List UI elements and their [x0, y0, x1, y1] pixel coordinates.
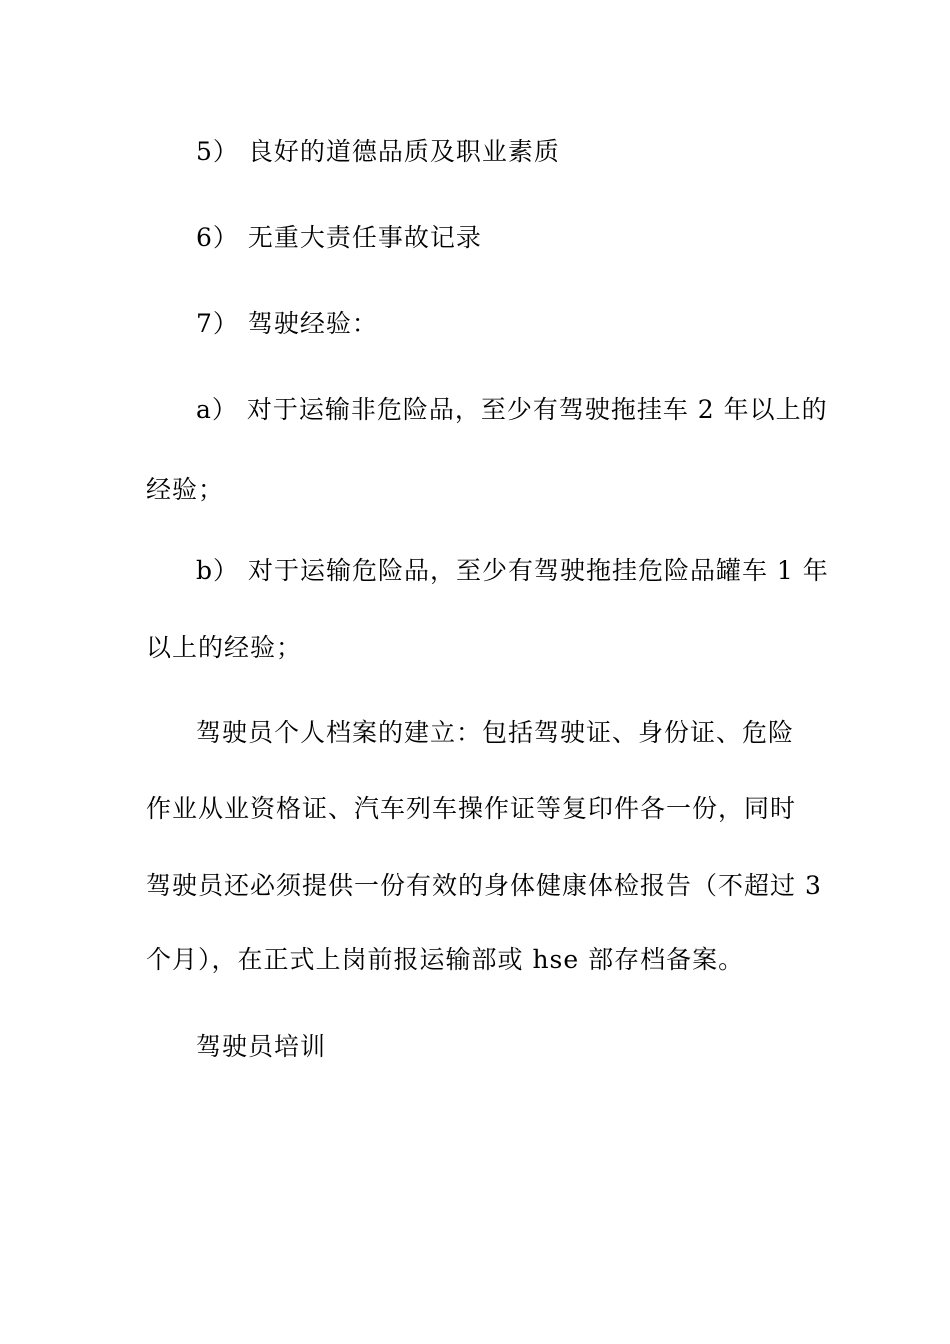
archive-paragraph-line-3: 驾驶员还必须提供一份有效的身体健康体检报告（不超过 3 [146, 871, 822, 900]
item-6: 6） 无重大责任事故记录 [196, 223, 482, 252]
item-a-line-2: 经验； [146, 475, 225, 504]
item-7: 7） 驾驶经验： [196, 309, 378, 338]
item-b-line-1: b） 对于运输危险品，至少有驾驶拖挂危险品罐车 1 年 [196, 556, 829, 585]
item-b-line-2: 以上的经验； [146, 633, 303, 662]
section-heading-training: 驾驶员培训 [196, 1032, 327, 1061]
item-a-line-1: a） 对于运输非危险品，至少有驾驶拖挂车 2 年以上的 [196, 395, 828, 424]
archive-paragraph-line-1: 驾驶员个人档案的建立：包括驾驶证、身份证、危险 [196, 718, 795, 747]
item-5: 5） 良好的道德品质及职业素质 [196, 137, 560, 166]
archive-paragraph-line-2: 作业从业资格证、汽车列车操作证等复印件各一份，同时 [146, 794, 797, 823]
archive-paragraph-line-4: 个月），在正式上岗前报运输部或 hse 部存档备案。 [146, 945, 745, 974]
